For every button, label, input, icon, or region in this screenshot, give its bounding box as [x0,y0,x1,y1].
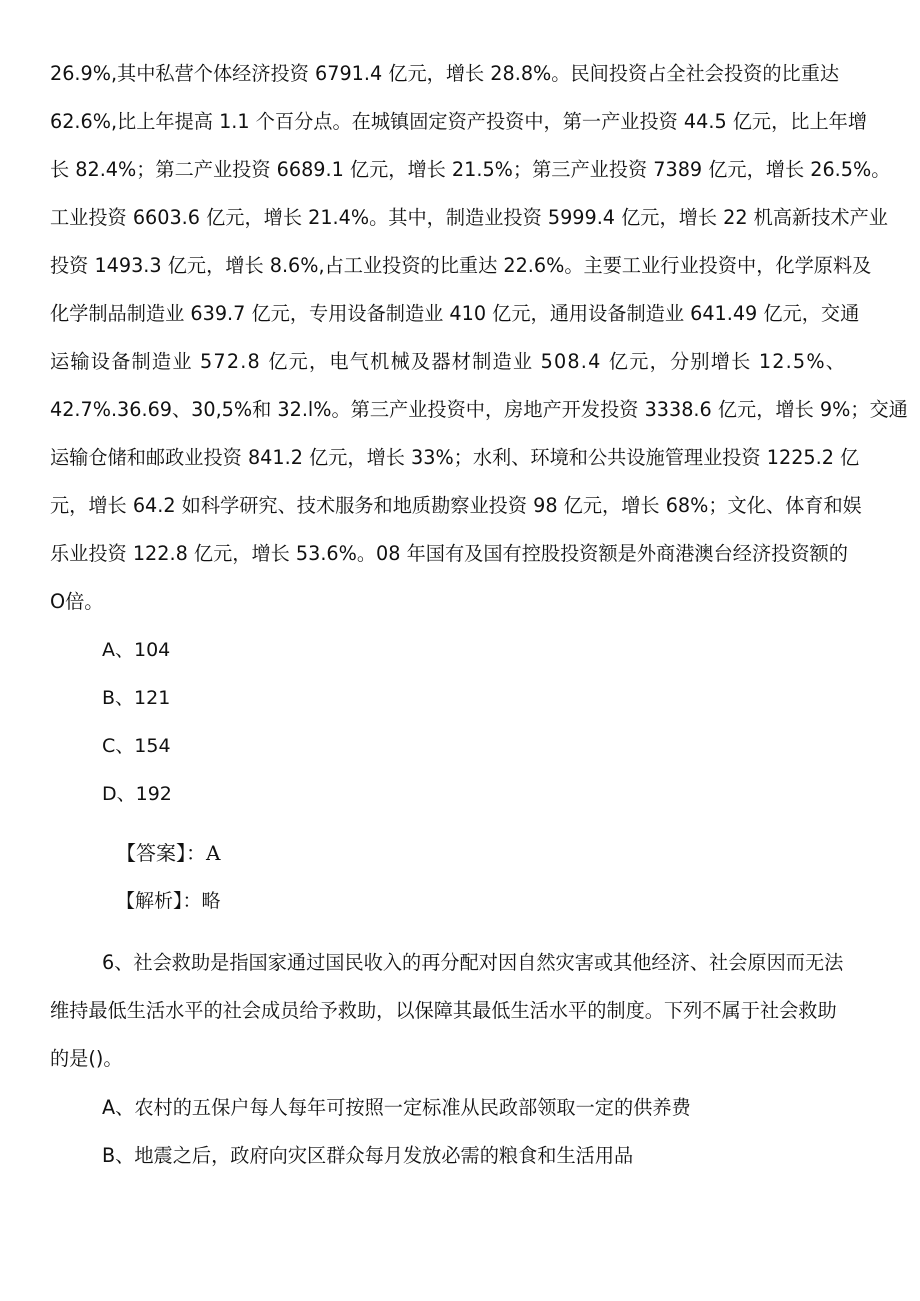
passage-line: 化学制品制造业 639.7 亿元，专用设备制造业 410 亿元，通用设备制造业 641.49 亿元，交通 [50,302,860,325]
passage-line: 乐业投资 122.8 亿元，增长 53.6%。08 年国有及国有控股投资额是外商港澳台经济投资额的 [50,542,848,565]
q5-option-a: A、104 [102,639,171,661]
q6-stem-line: 6、社会救助是指国家通过国民收入的再分配对因自然灾害或其他经济、社会原因而无法 [102,951,844,974]
q6-option-a: A、农村的五保户每人每年可按照一定标准从民政部领取一定的供养费 [102,1096,691,1119]
q6-stem-line: 的是()。 [50,1047,123,1070]
q6-option-b: B、地震之后，政府向灾区群众每月发放必需的粮食和生活用品 [102,1144,634,1167]
passage-line: 运输仓储和邮政业投资 841.2 亿元，增长 33%；水利、环境和公共设施管理业投资 1225.2 亿 [50,446,860,469]
passage-line: 元，增长 64.2 如科学研究、技术服务和地质勘察业投资 98 亿元，增长 68%；文化、体育和娱 [50,494,862,517]
answer-value: A [206,841,221,865]
passage-line: O倍。 [50,590,104,613]
passage-line: 工业投资 6603.6 亿元，增长 21.4%。其中，制造业投资 5999.4 亿元，增长 22 机高新技术产业 [50,206,888,229]
q5-option-d: D、192 [102,783,172,805]
passage-line: 42.7%.36.69、30,5%和 32.l%。第三产业投资中，房地产开发投资 3338.6 亿元，增长 9%；交通 [50,398,908,421]
passage-line: 26.9%,其中私营个体经济投资 6791.4 亿元，增长 28.8%。民间投资占全社会投资的比重达 [50,62,840,85]
passage-line: 投资 1493.3 亿元，增长 8.6%,占工业投资的比重达 22.6%。主要工业行业投资中，化学原料及 [50,254,872,277]
q5-option-b: B、121 [102,687,171,709]
q5-answer [116,839,220,867]
passage-line: 长 82.4%；第二产业投资 6689.1 亿元，增长 21.5%；第三产业投资 7389 亿元，增长 26.5%。 [50,158,891,181]
passage-line: 运输设备制造业 572.8 亿元，电气机械及器材制造业 508.4 亿元，分别增长 12.5%、 [50,350,847,373]
passage-line: 62.6%,比上年提高 1.1 个百分点。在城镇固定资产投资中，第一产业投资 44.5 亿元，比上年增 [50,110,868,133]
q6-stem-line: 维持最低生活水平的社会成员给予救助，以保障其最低生活水平的制度。下列不属于社会救助 [50,999,837,1022]
answer-label: 【答案】： [116,841,206,865]
q5-analysis: 【解析】：略 [116,890,221,912]
q5-option-c: C、154 [102,735,171,757]
